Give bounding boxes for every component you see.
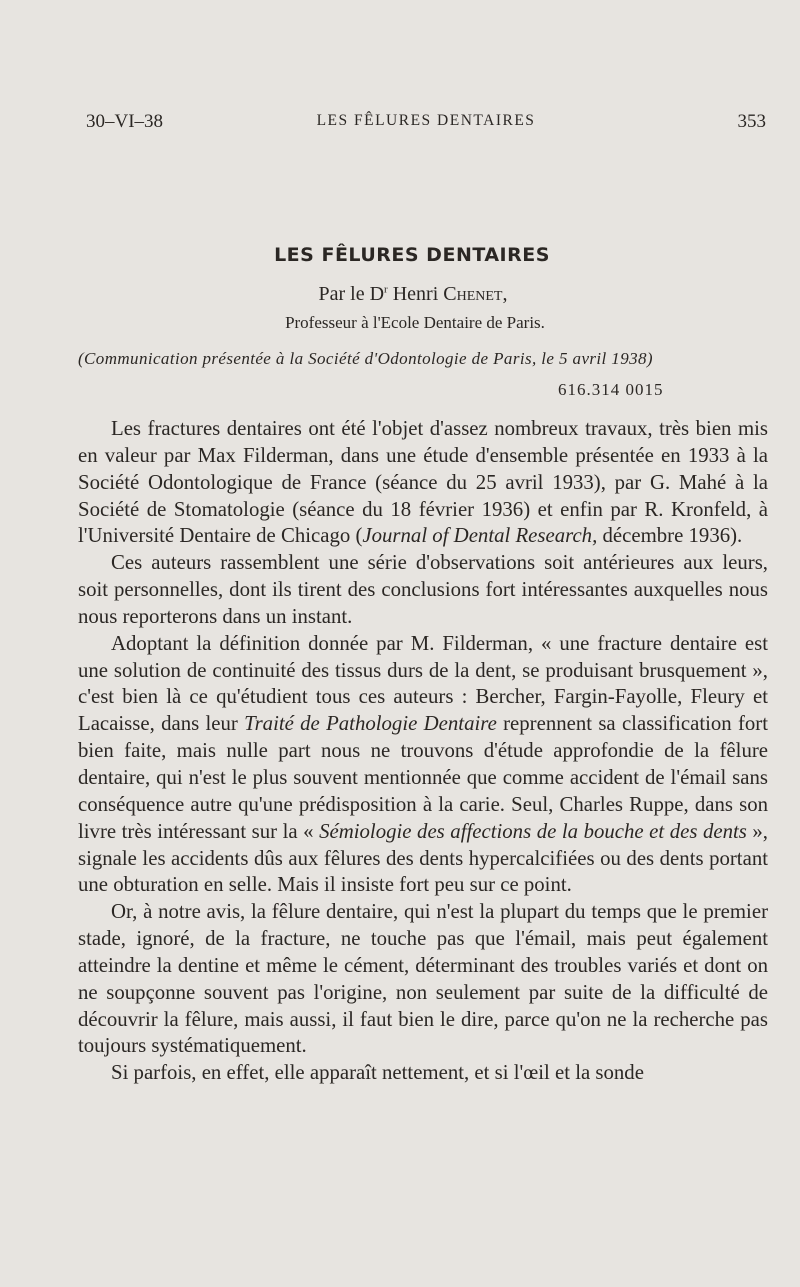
- header-date: 30–VI–38: [86, 111, 164, 132]
- header-title: LES FÊLURES DENTAIRES: [316, 112, 536, 129]
- paragraph-2: Ces auteurs rassemblent une série d'observations soit antérieures aux leurs, soit personnelles, dont ils tirent des conclusions fort intéressantes auxquelles nous nous reporterons dans un instant.: [78, 551, 768, 628]
- article-title: LES FÊLURES DENTAIRES: [274, 244, 550, 266]
- paragraph-5: Si parfois, en effet, elle apparaît nettement, et si l'œil et la sonde: [111, 1061, 644, 1085]
- classification-code: 616.314 0015: [558, 380, 664, 399]
- communication-note: (Communication présentée à la Société d'Odontologie de Paris, le 5 avril 1938): [78, 349, 653, 368]
- author-first-name: Henri: [392, 283, 439, 305]
- book-title-semiologie: Sémiologie des affections de la bouche et des dents: [319, 819, 747, 843]
- author-prefix: Par le D: [318, 283, 385, 305]
- author-last-name: Chenet,: [443, 283, 508, 305]
- running-header: [86, 111, 766, 137]
- journal-reference: Journal of Dental Research,: [362, 524, 598, 548]
- article-body: [78, 416, 768, 1087]
- paragraph-3: Adoptant la définition donnée par M. Filderman, « une fracture dentaire est une solution de continuité des tissus durs de la dent, se produisant brusquement », c'est bien là ce qu'étudient tous ces auteurs : Bercher, Fargin-Fayolle, Fleury et Lacaisse, dans leur Traité de Pathologie Dentaire reprennent sa classification fort bien faite, mais nulle part nous ne trouvons d'étude approfondie de la fêlure dentaire, qui n'est le plus souvent mentionnée que comme accident de l'émail sans conséquence autre qu'une prédisposition à la carie. Seul, Charles Ruppe, dans son livre très intéressant sur la « Sémiologie des affections de la bouche et des dents », signale les accidents dûs aux fêlures des dents hypercalcifiées ou des dents portant une obturation en selle. Mais il insiste fort peu sur ce point.: [78, 631, 769, 897]
- page-number: 353: [737, 111, 766, 132]
- paragraph-1: Les fractures dentaires ont été l'objet d'assez nombreux travaux, très bien mis en valeur par Max Filderman, dans une étude d'ensemble présentée en 1933 à la Société Odontologique de France (séance du 25 avril 1933), par G. Mahé à la Société de Stomatologie (séance du 18 février 1936) et enfin par R. Kronfeld, à l'Université Dentaire de Chicago (Journal of Dental Research, décembre 1936).: [78, 417, 768, 548]
- author-line: [0, 283, 800, 306]
- author-title-sup: r: [384, 283, 388, 296]
- paragraph-4: Or, à notre avis, la fêlure dentaire, qui n'est la plupart du temps que le premier stade, ignoré, de la fracture, ne touche pas que l'émail, mais peut également atteindre la dentine et même le cément, déterminant des troubles variés et dont on ne soupçonne souvent pas l'origine, non seulement par suite de la difficulté de découvrir la fêlure, mais aussi, il faut bien le dire, parce qu'on ne la recherche pas toujours systématiquement.: [78, 900, 768, 1058]
- author-affiliation: Professeur à l'Ecole Dentaire de Paris.: [285, 313, 545, 332]
- book-title-traite: Traité de Pathologie Dentaire: [244, 712, 497, 736]
